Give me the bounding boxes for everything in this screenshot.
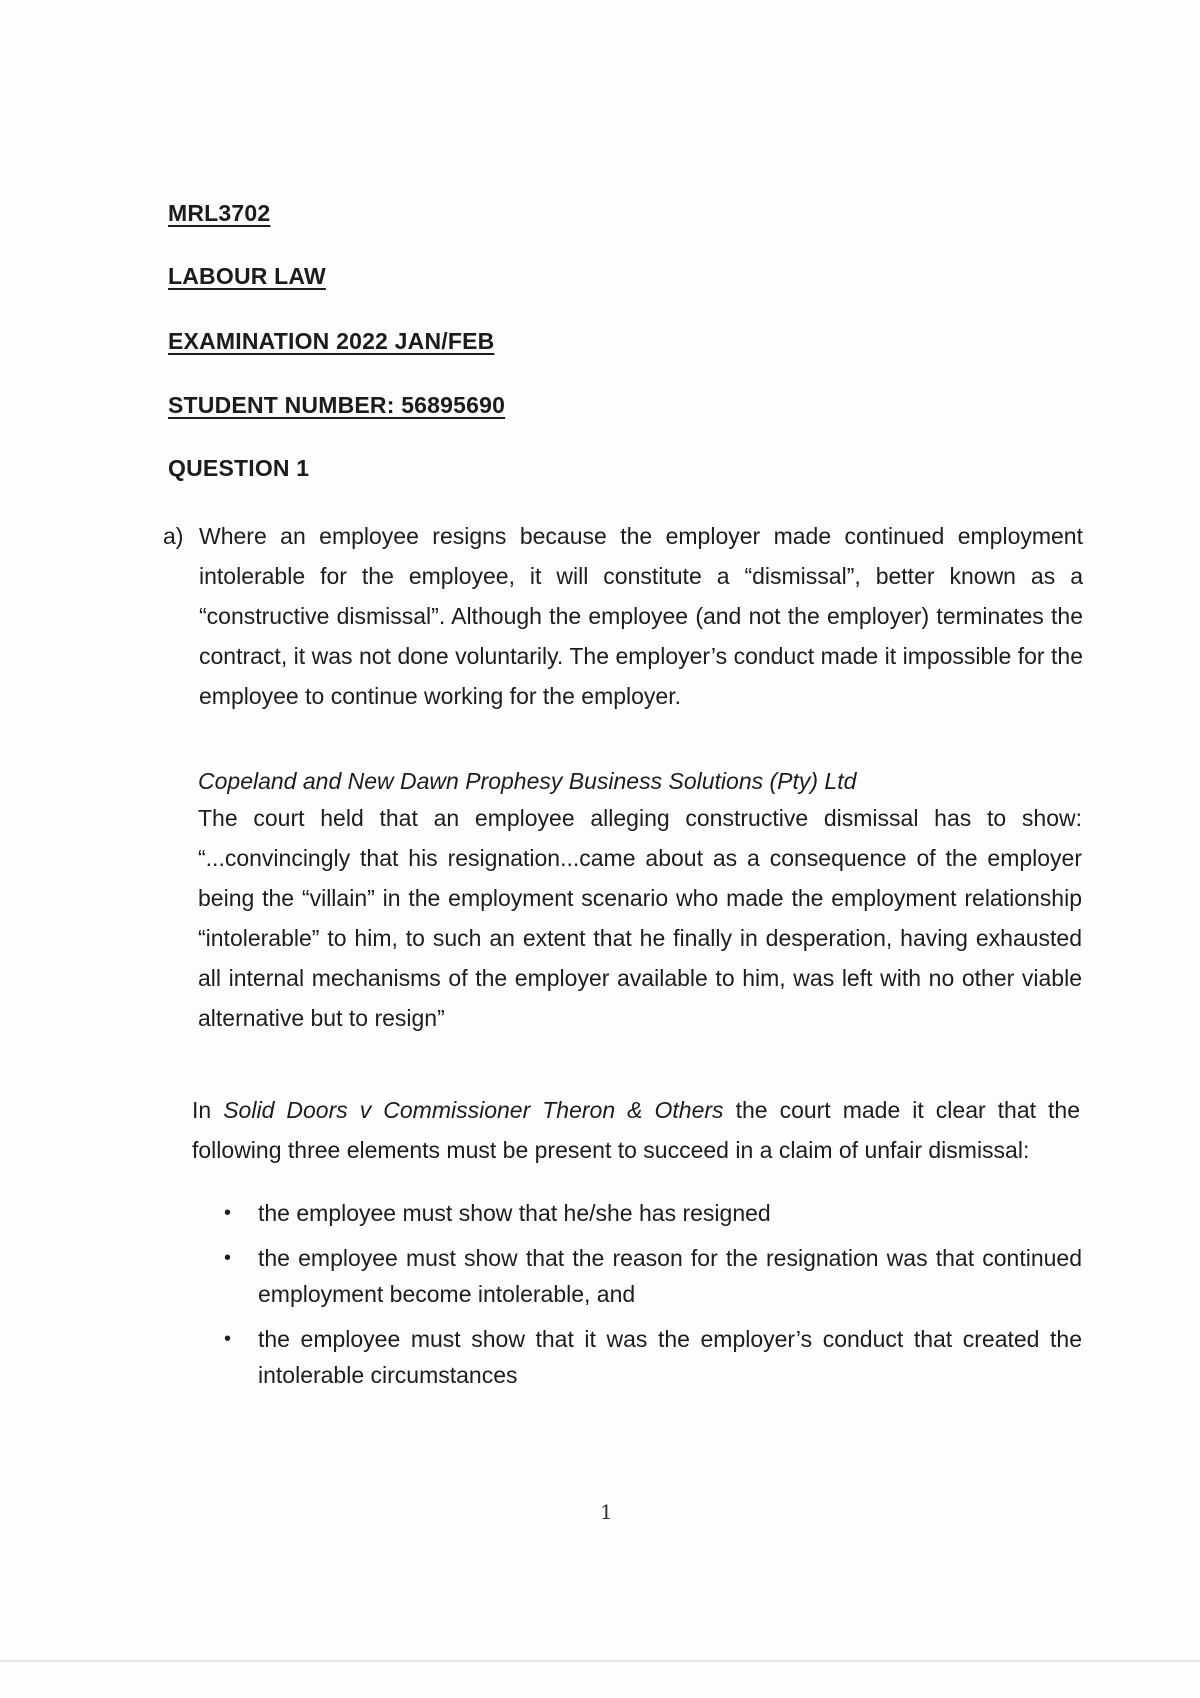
- answer-a-text: Where an employee resigns because the employer made continued employment intolerable for the employee, it will constitute a “dismissal”, better known as a “constructive dismissal”. Although the employee (and not the employer) terminates the contract, it was not done voluntarily. The employer’s conduct made it impossible for the employee to continue working for the employer.: [199, 523, 1083, 709]
- bullet-icon: •: [224, 1328, 232, 1350]
- answer-a-paragraph: [163, 516, 1083, 716]
- scan-edge-line: [0, 1660, 1200, 1662]
- case-solid-doors-paragraph: [192, 1090, 1080, 1170]
- list-item: • the employee must show that it was the employer’s conduct that created the intolerable circumstances: [222, 1321, 1082, 1393]
- exam-session-heading: EXAMINATION 2022 JAN/FEB: [168, 328, 495, 354]
- answer-a-label: a): [163, 523, 184, 549]
- elements-list: [222, 1195, 1082, 1402]
- bullet-icon: •: [224, 1247, 232, 1269]
- list-item: • the employee must show that the reason for the resignation was that continued employment become intolerable, and: [222, 1240, 1082, 1312]
- list-item: • the employee must show that he/she has resigned: [222, 1195, 1082, 1231]
- case-copeland-title: Copeland and New Dawn Prophesy Business Solutions (Pty) Ltd: [198, 768, 857, 794]
- subject-heading: LABOUR LAW: [168, 263, 326, 289]
- page-number: 1: [600, 1500, 613, 1524]
- case-solid-doors-text: the court made it clear that the following three elements must be present to succeed in a claim of unfair dismissal:: [192, 1097, 1081, 1163]
- case-solid-doors-prefix: In: [192, 1097, 212, 1123]
- case-solid-doors-name: Solid Doors v Commissioner Theron & Others: [223, 1097, 724, 1123]
- case-copeland-text: The court held that an employee alleging constructive dismissal has to show: “...convincingly that his resignation...came about as a consequence of the employer being the “villain” in the employment scenario who made the employment relationship “intolerable” to him, to such an extent that he finally in desperation, having exhausted all internal mechanisms of the employer available to him, was left with no other viable alternative but to resign”: [198, 805, 1082, 1031]
- student-number-heading: STUDENT NUMBER: 56895690: [168, 392, 506, 418]
- question-heading: QUESTION 1: [168, 455, 310, 481]
- course-code-heading: MRL3702: [168, 200, 271, 226]
- bullet-icon: •: [224, 1202, 232, 1224]
